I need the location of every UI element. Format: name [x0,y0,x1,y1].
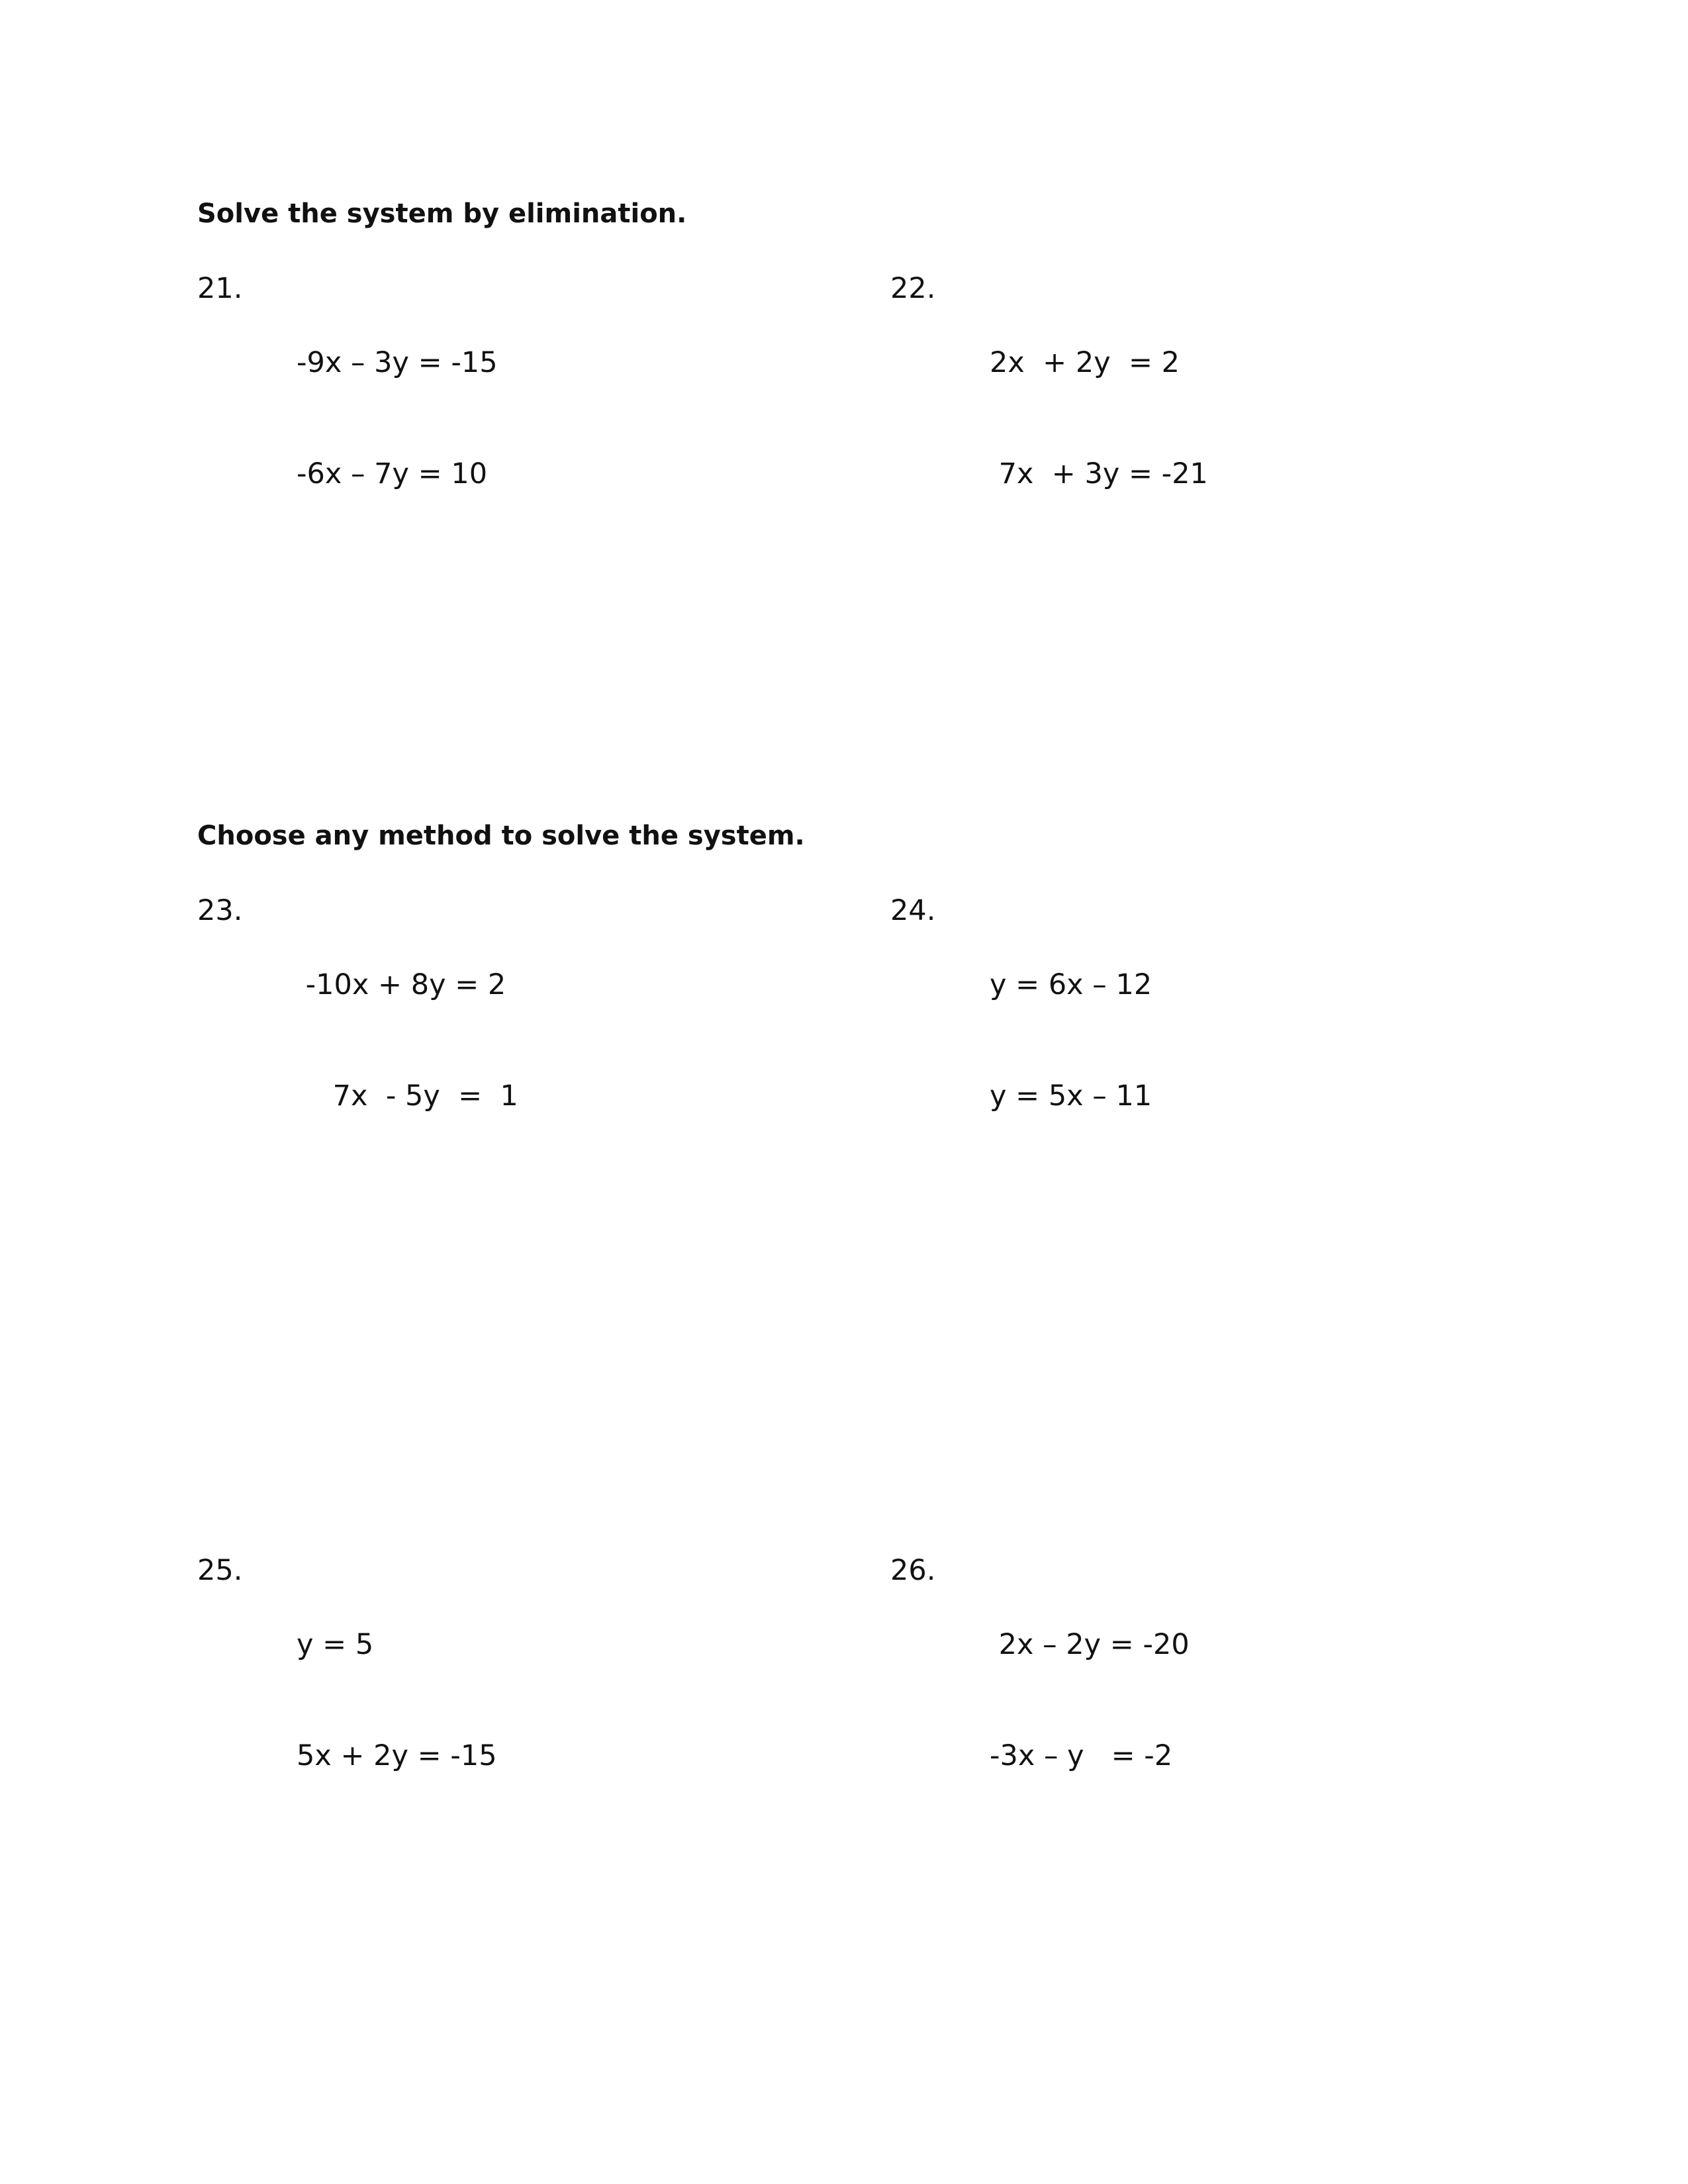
problem-24 [890,892,1152,1113]
equation-system [990,892,1152,1189]
section-instruction-elimination: Solve the system by elimination. [197,199,687,229]
problem-22 [890,270,1208,490]
equation-1: y = 6x – 12 [990,968,1152,1001]
problem-23 [197,892,518,1113]
equation-2: 5x + 2y = -15 [297,1739,497,1772]
equation-system [297,1552,497,1848]
equation-system [297,892,518,1189]
problem-number: 25. [197,1554,243,1587]
equation-2: -6x – 7y = 10 [297,457,488,490]
problem-number: 22. [890,272,936,305]
equation-1: y = 5 [297,1628,374,1661]
problem-26 [890,1552,1190,1772]
equation-1: -9x – 3y = -15 [297,346,498,379]
equation-1: 2x – 2y = -20 [990,1628,1190,1661]
problem-number: 26. [890,1554,936,1587]
equation-system [297,270,498,567]
equation-system [990,270,1208,567]
equation-2: 7x + 3y = -21 [990,457,1208,490]
problem-25 [197,1552,497,1772]
problem-21 [197,270,498,490]
equation-2: -3x – y = -2 [990,1739,1173,1772]
problem-number: 24. [890,894,936,927]
problem-number: 21. [197,272,243,305]
equation-system [990,1552,1190,1848]
equation-1: -10x + 8y = 2 [297,968,506,1001]
equation-2: y = 5x – 11 [990,1079,1152,1113]
equation-2: 7x - 5y = 1 [297,1079,518,1113]
section-instruction-any-method: Choose any method to solve the system. [197,821,805,851]
equation-1: 2x + 2y = 2 [990,346,1180,379]
problem-number: 23. [197,894,243,927]
